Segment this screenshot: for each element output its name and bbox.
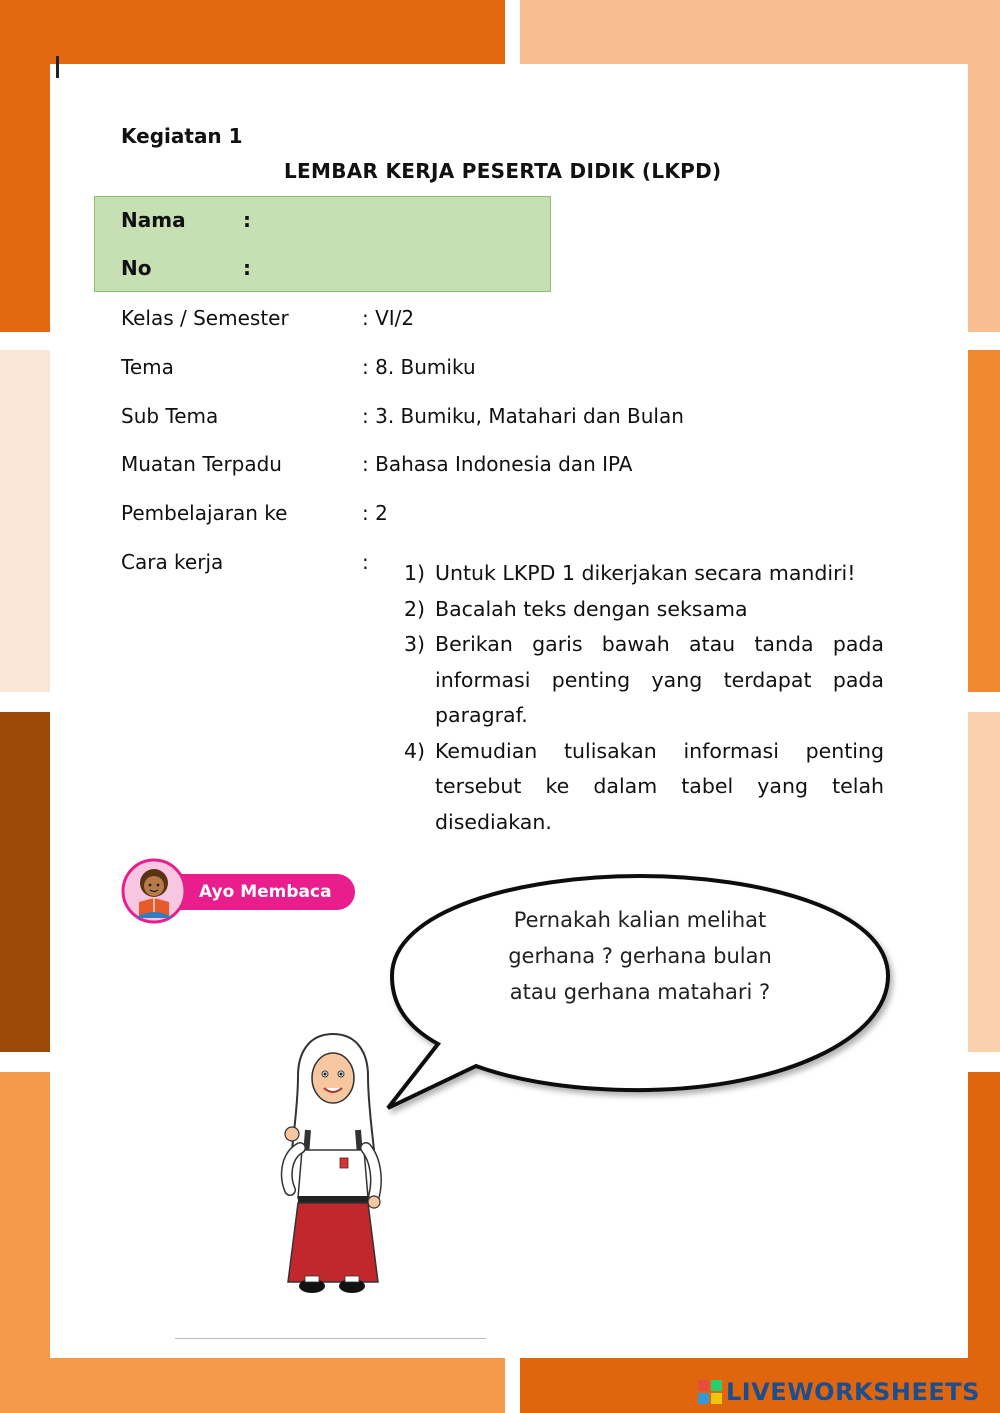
info-row-class	[121, 306, 414, 330]
reading-child-icon	[121, 858, 187, 924]
instruction-list	[404, 556, 884, 840]
list-item	[404, 734, 884, 841]
info-label: Sub Tema	[121, 404, 219, 428]
info-label: Muatan Terpadu	[121, 452, 282, 476]
step-text: Bacalah teks dengan seksama	[435, 596, 748, 621]
step-number: 4)	[404, 738, 426, 763]
step-number: 2)	[404, 596, 426, 621]
info-value: : 3. Bumiku, Matahari dan Bulan	[362, 404, 684, 428]
info-value: : 8. Bumiku	[362, 355, 476, 379]
frame-block-mid-left	[0, 350, 50, 692]
step-text: Kemudian tulisakan informasi penting tersebut ke dalam tabel yang telah disediakan.	[435, 738, 884, 834]
number-row	[121, 256, 251, 280]
activity-label: Kegiatan 1	[121, 124, 243, 148]
info-value: : VI/2	[362, 306, 415, 330]
step-number: 1)	[404, 561, 426, 585]
name-input[interactable]: :	[243, 208, 251, 232]
frame-block-mid-right	[968, 350, 1000, 692]
number-label: No	[121, 256, 152, 280]
step-text: Berikan garis bawah atau tanda pada informasi penting yang terdapat pada paragraf.	[435, 632, 884, 727]
info-row-theme	[121, 355, 476, 379]
info-value: : Bahasa Indonesia dan IPA	[362, 452, 633, 476]
text-cursor-mark	[56, 56, 59, 78]
list-item	[404, 627, 884, 734]
info-label: Pembelajaran ke	[121, 501, 288, 525]
liveworksheets-logo-icon	[698, 1380, 722, 1404]
name-label: Nama	[121, 208, 186, 232]
student-girl-illustration	[278, 1030, 388, 1295]
watermark-text: LIVEWORKSHEETS	[726, 1378, 980, 1406]
info-row-subtheme	[121, 404, 684, 428]
info-label: Tema	[121, 355, 174, 379]
info-label: Cara kerja	[121, 550, 224, 574]
speech-text	[470, 902, 810, 1010]
info-value: : 2	[362, 501, 388, 525]
step-number: 3)	[404, 632, 426, 656]
speech-line: atau gerhana matahari ?	[509, 980, 771, 1004]
number-input[interactable]: :	[243, 256, 251, 280]
badge-label: Ayo Membaca	[161, 874, 355, 910]
name-row	[121, 208, 251, 232]
info-row-subjects	[121, 452, 632, 476]
info-value: :	[362, 550, 369, 574]
reading-badge	[121, 858, 357, 924]
list-item	[404, 592, 884, 628]
footer-divider	[175, 1338, 486, 1339]
speech-line: gerhana ? gerhana bulan	[508, 944, 772, 968]
speech-line: Pernakah kalian melihat	[513, 908, 767, 932]
list-item	[404, 556, 884, 592]
info-row-lesson	[121, 501, 388, 525]
info-label: Kelas / Semester	[121, 306, 289, 330]
liveworksheets-watermark	[698, 1378, 980, 1406]
frame-block-lower-left	[0, 712, 50, 1052]
frame-block-lower-right	[968, 712, 1000, 1052]
page-title: LEMBAR KERJA PESERTA DIDIK (LKPD)	[284, 159, 722, 183]
step-text: Untuk LKPD 1 dikerjakan secara mandiri!	[435, 561, 856, 585]
info-row-instructions	[121, 550, 369, 574]
